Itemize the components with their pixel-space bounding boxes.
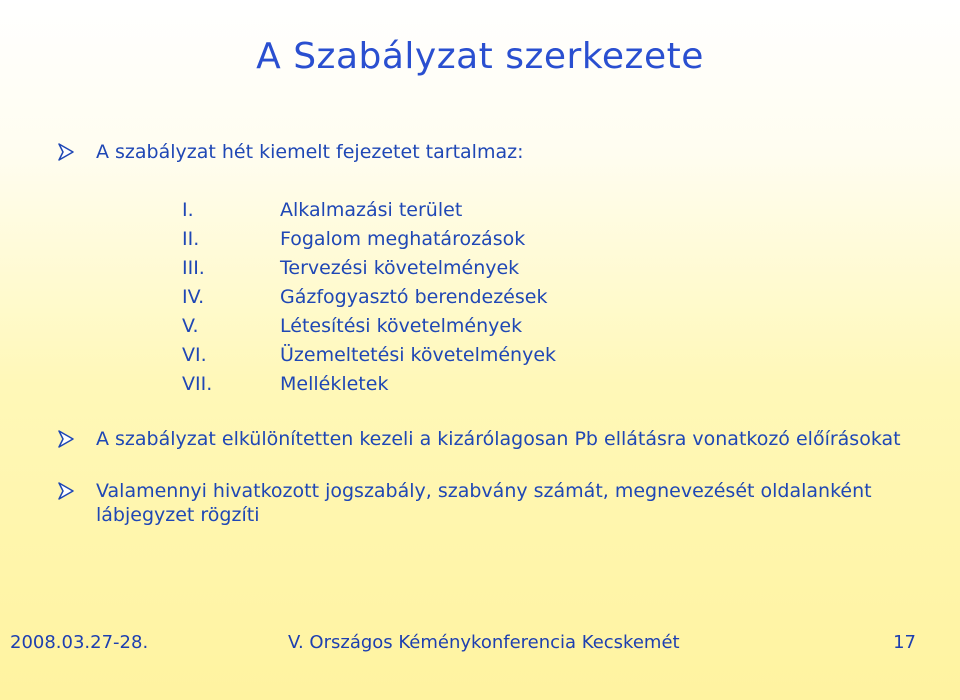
intro-bullet bbox=[58, 140, 918, 164]
footer-date: 2008.03.27-28. bbox=[10, 632, 149, 653]
chapter-numeral: I. bbox=[182, 199, 194, 221]
pb-bullet bbox=[58, 427, 918, 451]
chapter-numeral: V. bbox=[182, 315, 199, 337]
pb-bullet-text: A szabályzat elkülönítetten kezeli a kizárólagosan Pb ellátásra vonatkozó előírásokat bbox=[96, 428, 901, 450]
chapter-numeral: VI. bbox=[182, 344, 207, 366]
chapter-name: Mellékletek bbox=[280, 373, 389, 395]
footnote-bullet bbox=[58, 479, 918, 527]
chapter-name: Tervezési követelmények bbox=[280, 257, 520, 279]
page-number: 17 bbox=[893, 632, 916, 653]
arrow-bullet-icon bbox=[58, 479, 96, 503]
chapter-item bbox=[182, 341, 556, 370]
arrow-bullet-icon bbox=[58, 140, 96, 164]
chapter-numeral: VII. bbox=[182, 373, 213, 395]
chapter-numeral: IV. bbox=[182, 286, 205, 308]
chapter-name: Gázfogyasztó berendezések bbox=[280, 286, 548, 308]
chapter-name: Fogalom meghatározások bbox=[280, 228, 526, 250]
chapter-list bbox=[182, 196, 556, 399]
chapter-item bbox=[182, 312, 556, 341]
chapter-numeral: III. bbox=[182, 257, 205, 279]
chapter-name: Létesítési követelmények bbox=[280, 315, 523, 337]
arrow-bullet-icon bbox=[58, 427, 96, 451]
chapter-item bbox=[182, 196, 556, 225]
slide-title: A Szabályzat szerkezete bbox=[256, 36, 704, 77]
chapter-item bbox=[182, 283, 556, 312]
slide-footer bbox=[10, 632, 916, 660]
chapter-numeral: II. bbox=[182, 228, 200, 250]
footer-conference: V. Országos Kéménykonferencia Kecskemét bbox=[288, 632, 680, 653]
intro-text: A szabályzat hét kiemelt fejezetet tartalmaz: bbox=[96, 141, 524, 163]
footnote-bullet-text: Valamennyi hivatkozott jogszabály, szabvány számát, megnevezését oldalanként lábjegyzet rögzíti bbox=[96, 480, 872, 526]
chapter-item bbox=[182, 370, 556, 399]
chapter-name: Üzemeltetési követelmények bbox=[280, 344, 557, 366]
chapter-name: Alkalmazási terület bbox=[280, 199, 463, 221]
chapter-item bbox=[182, 254, 556, 283]
chapter-item bbox=[182, 225, 556, 254]
